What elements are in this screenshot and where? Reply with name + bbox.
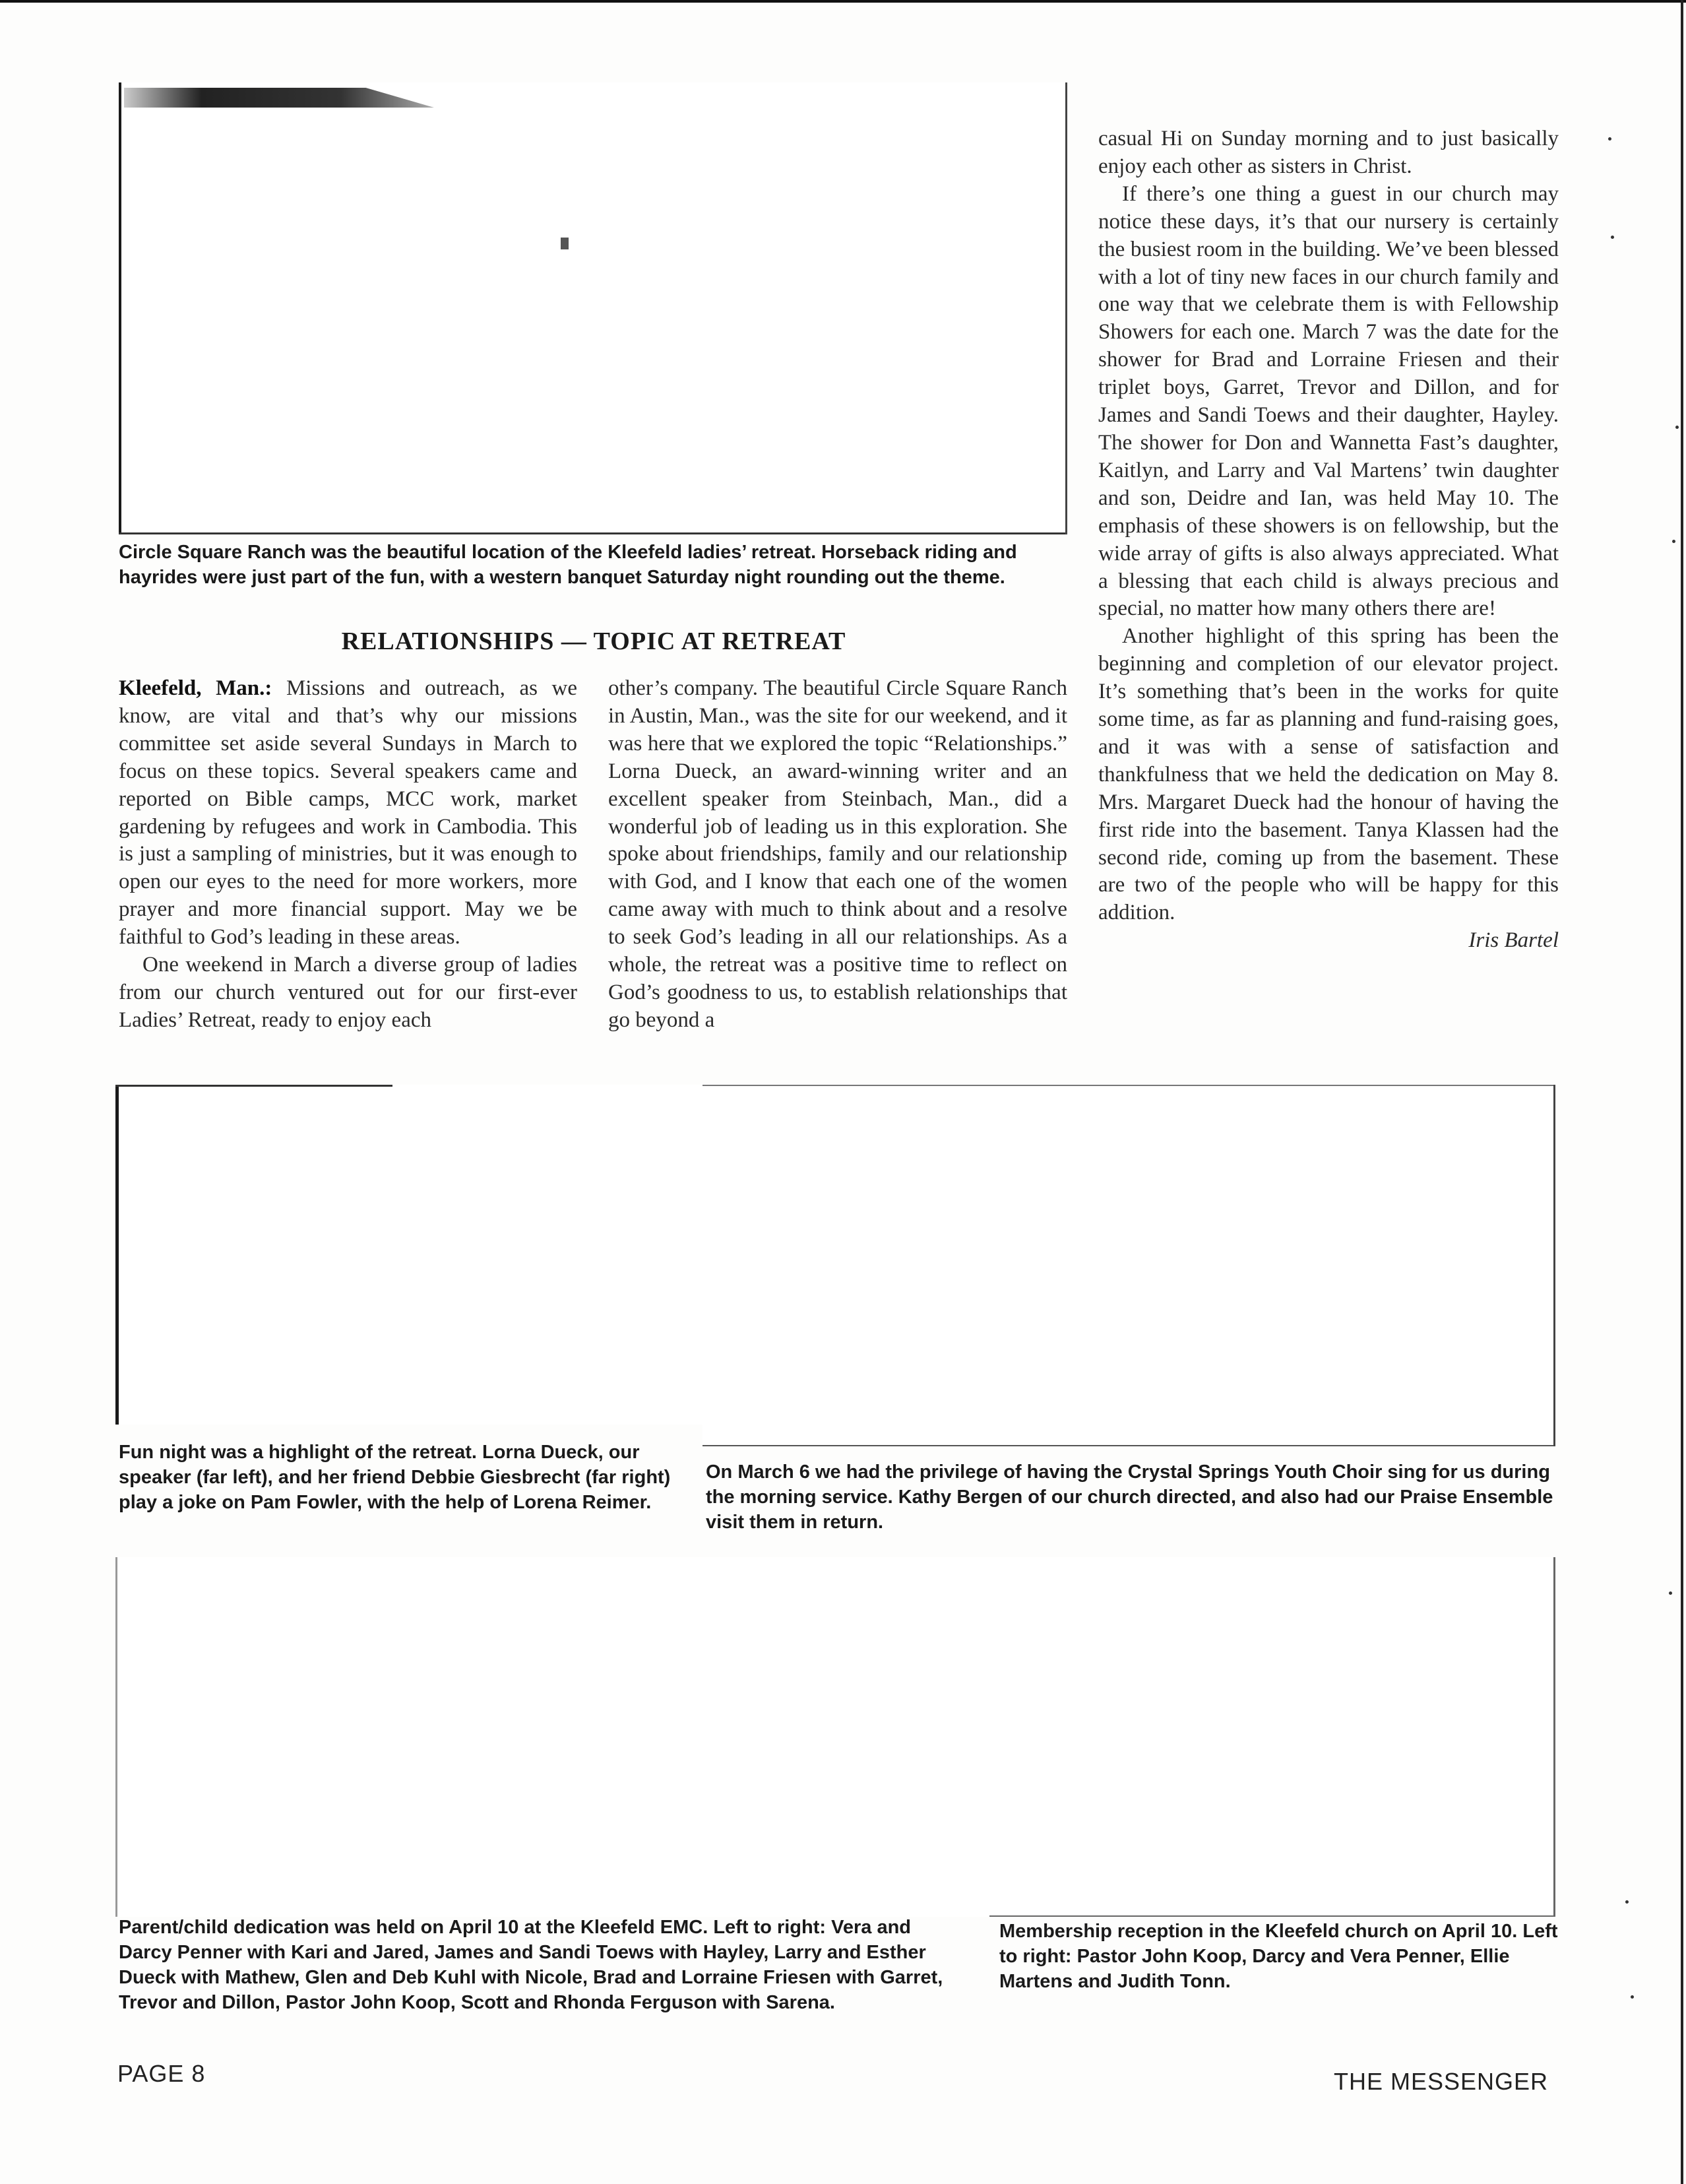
col2-paragraph-1: other’s company. The beautiful Circle Square Ranch in Austin, Man., was the site for our weekend, and it was here that we explored the topic “Relationships.” Lorna Dueck, an award-winning writer and an excellent speaker from Steinbach, Man., did a wonderful job of leading us in this exploration. She spoke about friendships, family and our relationship with God, and I know that each one of the women came away with much to think about and a resolve to seek God’s leading in all our relationships. As a whole, the retreat was a positive time to reflect on God’s goodness to us, to establish relationships that go beyond a	[608, 676, 1067, 1032]
article-headline: RELATIONSHIPS — TOPIC AT RETREAT	[341, 627, 846, 655]
retreat-ranch-photo	[119, 82, 1067, 534]
page-right-edge	[1681, 0, 1683, 2184]
article-column-3	[1098, 125, 1559, 955]
col3-paragraph-2: If there’s one thing a guest in our church may notice these days, it’s that our nursery is certainly the busiest room in the building. We’ve been blessed with a lot of tiny new faces in our church family and one way that we celebrate them is with Fellowship Showers for each one. March 7 was the date for the shower for Brad and Lorraine Friesen and their triplet boys, Garret, Trevor and Dillon, and for James and Sandi Toews and their daughter, Hayley. The shower for Don and Wannetta Fast’s daughter, Kaitlyn, and Larry and Val Martens’ twin daughter and son, Deidre and Ian, was held May 10. The emphasis of these showers is on fellowship, but the wide array of gifts is also always appreciated. What a blessing that each child is always precious and special, no matter how many others there are!	[1098, 181, 1559, 621]
dateline: Kleefeld, Man.:	[119, 676, 272, 700]
dedication-photo	[115, 1557, 1088, 1917]
youth-choir-photo	[702, 1085, 1555, 1446]
photo-dark-corner	[124, 88, 434, 108]
col1-paragraph-1: Missions and outreach, as we know, are vital and that’s why our missions committee set aside several Sundays in March to focus on these topics. Several speakers came and reported on Bible camps, MCC work, market gardening by refugees and work in Cambodia. This is just a sampling of ministries, but it was enough to open our eyes to the need for more workers, more prayer and more financial support. May we be faithful to God’s leading in these areas.	[119, 676, 578, 949]
fun-night-photo	[115, 1085, 702, 1425]
article-column-2	[608, 675, 1067, 1035]
membership-photo	[989, 1557, 1555, 1917]
publication-name: THE MESSENGER	[1334, 2068, 1549, 2095]
author-signature: Iris Bartel	[1468, 928, 1559, 953]
dedication-caption: Parent/child dedication was held on April 10 at the Kleefeld EMC. Left to right: Vera and Darcy Penner with Kari and Jared, James and Sandi Toews with Hayley, Larry and Esther Dueck with Mathew, Glen and Deb Kuhl with Nicole, Brad and Lorraine Friesen with Garret, Trevor and Dillon, Pastor John Koop, Scott and Rhonda Ferguson with Sarena.	[119, 1917, 943, 2013]
col3-paragraph-3: Another highlight of this spring has been the beginning and completion of our elevator project. It’s something that’s been in the works for quite some time, as far as planning and fund-raising goes, and it was with a sense of satisfaction and thankfulness that we held the dedication on May 8. Mrs. Margaret Dueck had the honour of having the first ride into the basement. Tanya Klassen had the second ride, coming up from the basement. These are two of the people who will be happy for this addition.	[1098, 624, 1559, 925]
youth-choir-caption: On March 6 we had the privilege of having the Crystal Springs Youth Choir sing for us during the morning service. Kathy Bergen of our church directed, and also had our Praise Ensemble visit them in return.	[706, 1461, 1553, 1533]
retreat-ranch-caption: Circle Square Ranch was the beautiful location of the Kleefeld ladies’ retreat. Horseback riding and hayrides were just part of the fun, with a western banquet Saturday night rounding out the theme.	[119, 542, 1017, 588]
col1-paragraph-2: One weekend in March a diverse group of ladies from our church ventured out for our first-ever Ladies’ Retreat, ready to enjoy each	[119, 953, 577, 1032]
col3-paragraph-1: casual Hi on Sunday morning and to just basically enjoy each other as sisters in Christ.	[1098, 127, 1559, 178]
article-column-1	[119, 675, 577, 1035]
page-top-edge	[0, 0, 1686, 3]
fun-night-caption: Fun night was a highlight of the retreat. Lorna Dueck, our speaker (far left), and her friend Debbie Giesbrecht (far right) play a joke on Pam Fowler, with the help of Lorena Reimer.	[119, 1442, 671, 1513]
membership-caption: Membership reception in the Kleefeld church on April 10. Left to right: Pastor John Koop, Darcy and Vera Penner, Ellie Martens and Judith Tonn.	[999, 1921, 1558, 1992]
page-number: PAGE 8	[117, 2060, 206, 2087]
